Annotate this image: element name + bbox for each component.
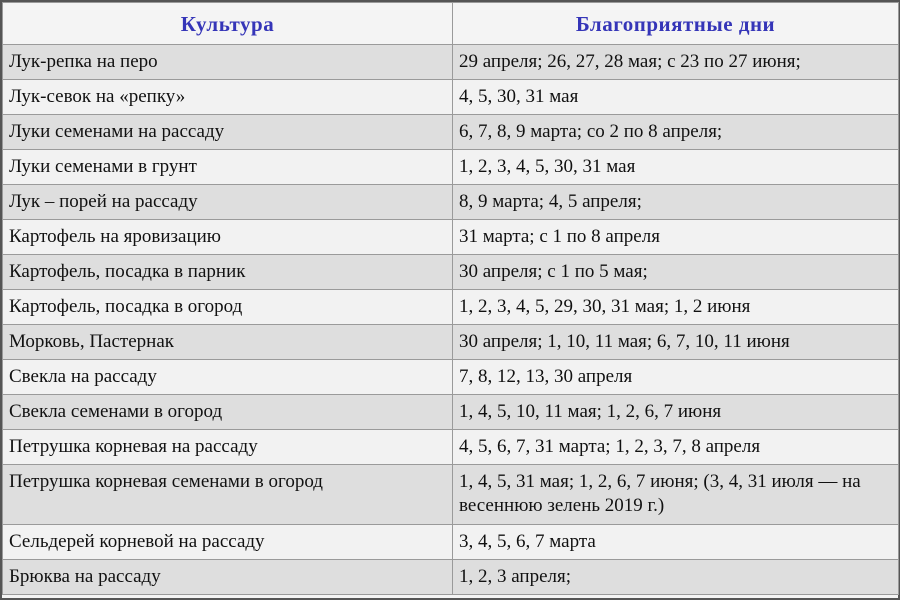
- culture-cell: Сельдерей корневой на рассаду: [3, 525, 453, 560]
- table-row: [3, 255, 899, 290]
- table-row: [3, 80, 899, 115]
- header-culture: Культура: [3, 3, 453, 45]
- culture-cell: Петрушка корневая семенами в огород: [3, 465, 453, 525]
- days-cell: 1, 2, 3, 4, 5, 30, 31 мая: [453, 150, 899, 185]
- culture-cell: Петрушка корневая на рассаду: [3, 430, 453, 465]
- culture-cell: Свекла на рассаду: [3, 360, 453, 395]
- days-cell: 4, 5, 6, 7, 31 марта; 1, 2, 3, 7, 8 апреля: [453, 430, 899, 465]
- days-cell: 1, 2, 3, 4, 5, 29, 30, 31 мая; 1, 2 июня: [453, 290, 899, 325]
- table-row: [3, 395, 899, 430]
- header-favorable-days: Благоприятные дни: [453, 3, 899, 45]
- days-cell: 29 апреля; 26, 27, 28 мая; с 23 по 27 июня;: [453, 45, 899, 80]
- table-row: [3, 465, 899, 525]
- days-cell: 1, 4, 5, 10, 11 мая; 1, 2, 6, 7 июня: [453, 395, 899, 430]
- days-cell: 31 марта; с 1 по 8 апреля: [453, 220, 899, 255]
- culture-cell: Луки семенами в грунт: [3, 150, 453, 185]
- days-cell: 8, 9 марта; 4, 5 апреля;: [453, 185, 899, 220]
- table-row: [3, 325, 899, 360]
- table-row: [3, 220, 899, 255]
- table-row: [3, 560, 899, 595]
- table-row: [3, 525, 899, 560]
- culture-cell: Брюква на рассаду: [3, 560, 453, 595]
- table-header: [3, 3, 899, 45]
- header-row: [3, 3, 899, 45]
- table-row: [3, 45, 899, 80]
- days-cell: 3, 4, 5, 6, 7 марта: [453, 525, 899, 560]
- days-cell: 7, 8, 12, 13, 30 апреля: [453, 360, 899, 395]
- days-cell: 1, 2, 3 апреля;: [453, 560, 899, 595]
- days-cell: 6, 7, 8, 9 марта; со 2 по 8 апреля;: [453, 115, 899, 150]
- culture-cell: Лук – порей на рассаду: [3, 185, 453, 220]
- days-cell: 1, 4, 5, 31 мая; 1, 2, 6, 7 июня; (3, 4, 31 июля — на весеннюю зелень 2019 г.): [453, 465, 899, 525]
- table-body: [3, 45, 899, 595]
- table-row: [3, 360, 899, 395]
- days-cell: 30 апреля; с 1 по 5 мая;: [453, 255, 899, 290]
- culture-cell: Морковь, Пастернак: [3, 325, 453, 360]
- culture-cell: Свекла семенами в огород: [3, 395, 453, 430]
- days-cell: 30 апреля; 1, 10, 11 мая; 6, 7, 10, 11 июня: [453, 325, 899, 360]
- culture-cell: Картофель, посадка в парник: [3, 255, 453, 290]
- table-row: [3, 430, 899, 465]
- table-row: [3, 150, 899, 185]
- culture-cell: Картофель, посадка в огород: [3, 290, 453, 325]
- culture-cell: Лук-репка на перо: [3, 45, 453, 80]
- culture-cell: Картофель на яровизацию: [3, 220, 453, 255]
- table-row: [3, 115, 899, 150]
- days-cell: 4, 5, 30, 31 мая: [453, 80, 899, 115]
- culture-cell: Луки семенами на рассаду: [3, 115, 453, 150]
- culture-cell: Лук-севок на «репку»: [3, 80, 453, 115]
- table-row: [3, 185, 899, 220]
- planting-days-table: [2, 2, 899, 595]
- table-row: [3, 290, 899, 325]
